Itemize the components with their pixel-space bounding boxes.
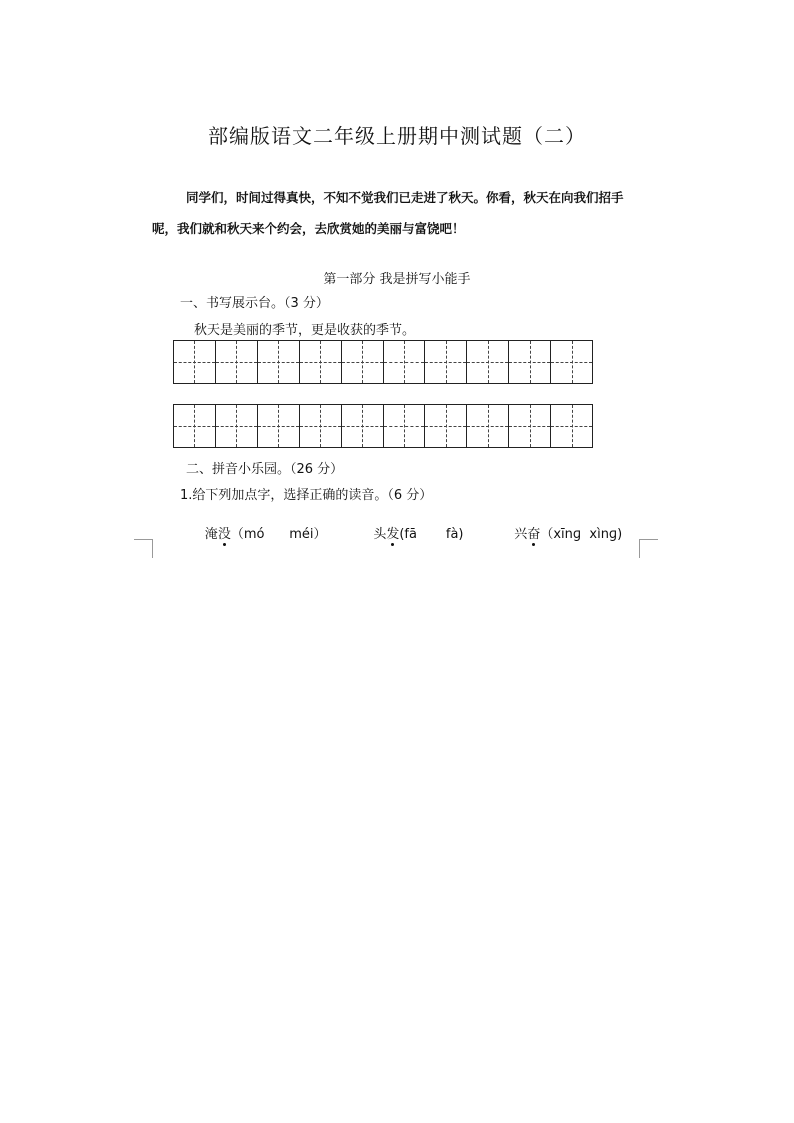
writing-cell[interactable] (216, 405, 258, 447)
writing-cell[interactable] (509, 405, 551, 447)
writing-cell[interactable] (342, 341, 384, 383)
writing-cell[interactable] (216, 341, 258, 383)
writing-cell[interactable] (467, 341, 509, 383)
writing-cell[interactable] (258, 405, 300, 447)
section-two-heading: 二、拼音小乐园。（26 分） (186, 462, 344, 477)
writing-cell[interactable] (342, 405, 384, 447)
word-prefix: 头 (373, 527, 387, 542)
writing-cell[interactable] (551, 405, 592, 447)
writing-cell[interactable] (425, 341, 467, 383)
writing-cell[interactable] (258, 341, 300, 383)
writing-sentence: 秋天是美丽的季节，更是收获的季节。 (194, 323, 416, 338)
writing-cell[interactable] (467, 405, 509, 447)
part-one-heading: 第一部分 我是拼写小能手 (323, 272, 471, 287)
pinyin-options[interactable]: （xīnɡ xìnɡ) (540, 527, 623, 542)
section-one-heading: 一、书写展示台。（3 分） (180, 296, 329, 311)
pinyin-item (490, 508, 623, 557)
dotted-char: 奋 (527, 523, 540, 542)
pinyin-item (349, 508, 464, 557)
writing-cell[interactable] (384, 341, 426, 383)
page-corner-mark-left (134, 539, 153, 558)
writing-cell[interactable] (300, 341, 342, 383)
writing-cell[interactable] (300, 405, 342, 447)
dotted-char: 发 (386, 523, 399, 542)
writing-cell[interactable] (425, 405, 467, 447)
word-prefix: 兴 (514, 527, 528, 542)
writing-cell[interactable] (509, 341, 551, 383)
pinyin-options[interactable]: (fā fà) (399, 527, 464, 542)
writing-cell[interactable] (174, 341, 216, 383)
pinyin-choices (180, 508, 622, 557)
page-corner-mark-right (639, 539, 658, 558)
question-one-text: 1.给下列加点字，选择正确的读音。（6 分） (180, 488, 433, 503)
writing-cell[interactable] (551, 341, 592, 383)
writing-cell[interactable] (384, 405, 426, 447)
page-title: 部编版语文二年级上册期中测试题（二） (208, 124, 586, 148)
intro-paragraph: 同学们，时间过得真快，不知不觉我们已走进了秋天。你看，秋天在向我们招手呢，我们就和秋天来个约会，去欣赏她的美丽与富饶吧！ (152, 190, 624, 236)
writing-grid-row-2[interactable] (173, 404, 593, 448)
dotted-char: 没 (218, 523, 231, 542)
writing-grid-row-1[interactable] (173, 340, 593, 384)
pinyin-options[interactable]: （mó méi） (230, 527, 327, 542)
pinyin-item (180, 508, 327, 557)
writing-cell[interactable] (174, 405, 216, 447)
word-prefix: 淹 (204, 527, 218, 542)
